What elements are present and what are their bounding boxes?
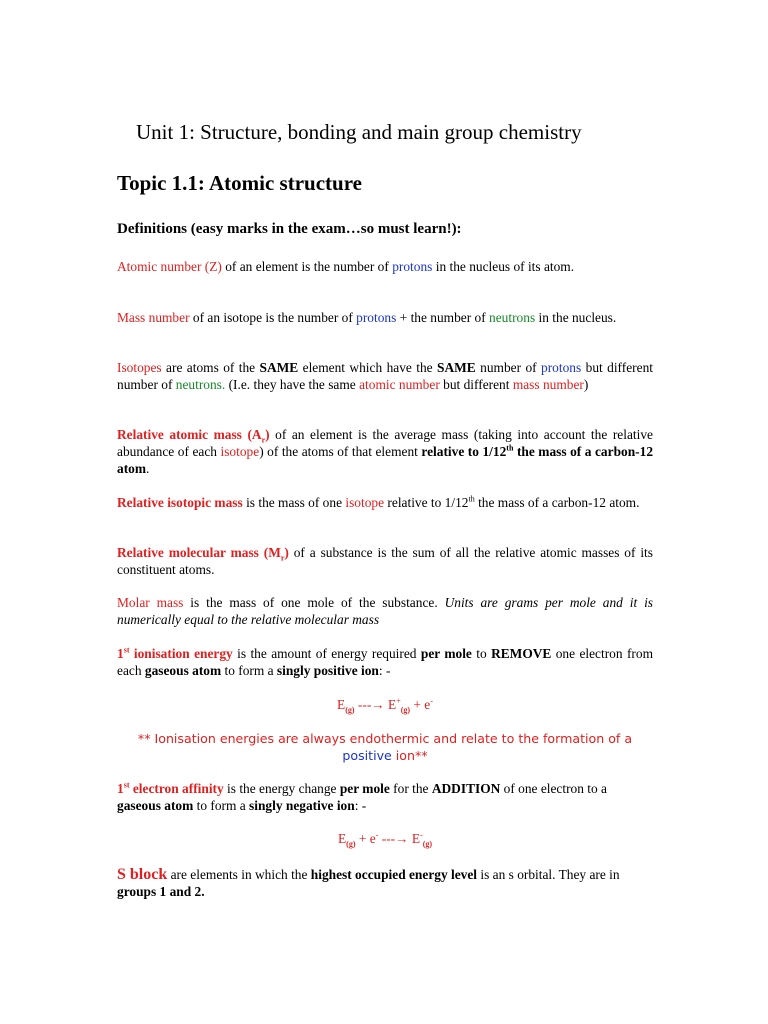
term-relative-atomic-mass: Relative atomic mass $(A_r)$ bbox=[117, 427, 270, 445]
definition-relative-isotopic-mass: Relative isotopic mass is the mass of one isotope relative to 1/12th the mass of a carbon-12 atom. bbox=[117, 494, 640, 510]
keyword-isotope: isotope bbox=[220, 444, 260, 459]
keyword-protons: protons bbox=[541, 360, 582, 375]
ionisation-equation: $E_{(g)}$ ---→ $E^+_{(g)} + e^-$ bbox=[337, 696, 433, 715]
definition-molar-mass: Molar mass is the mass of one mole of the substance. Units are grams per mole and it is numerically equal to the relative molecular mass bbox=[117, 595, 654, 627]
term-molar-mass: Molar mass bbox=[117, 595, 184, 610]
keyword-atomic-number: atomic number bbox=[359, 377, 440, 392]
keyword-neutrons: neutrons bbox=[489, 310, 536, 325]
keyword-protons: protons bbox=[356, 310, 397, 325]
term-mass-number: Mass number bbox=[117, 310, 190, 325]
keyword-neutrons: neutrons. bbox=[175, 377, 226, 392]
definition-s-block: S block are elements in which the highest occupied energy level is an s orbital. They are in groups 1 and 2. bbox=[117, 866, 620, 899]
keyword-mass-number: mass number bbox=[512, 377, 584, 392]
term-relative-isotopic-mass: Relative isotopic mass bbox=[117, 495, 243, 510]
definition-isotopes: Isotopes are atoms of the SAME element which have the SAME number of protons but different number of neutrons. (I.e. they have the same atomic number but different mass number) bbox=[117, 360, 653, 392]
topic-title: Topic 1.1: Atomic structure bbox=[117, 171, 362, 195]
term-electron-affinity: 1st electron affinity bbox=[117, 780, 224, 796]
definition-relative-atomic-mass: Relative atomic mass $(A_r)$ of an element is the average mass (taking into account the relative abundance of each isotope) of the atoms of that element relative to 1/12th the mass of a carbon-12 atom. bbox=[117, 427, 654, 476]
definition-ionisation-energy: 1st ionisation energy is the amount of energy required per mole to REMOVE one electron from each gaseous atom to form a singly positive ion: - bbox=[117, 645, 653, 678]
ionisation-note: ** Ionisation energies are always endothermic and relate to the formation of a positive ion** bbox=[137, 731, 633, 763]
term-isotopes: Isotopes bbox=[117, 360, 162, 375]
term-relative-molecular-mass: Relative molecular mass $(M_r)$ bbox=[117, 545, 289, 563]
keyword-isotope: isotope bbox=[345, 495, 385, 510]
definition-atomic-number: Atomic number (Z) of an element is the number of protons in the nucleus of its atom. bbox=[117, 259, 575, 274]
keyword-positive: positive bbox=[342, 748, 392, 763]
definition-mass-number: Mass number of an isotope is the number of protons + the number of neutrons in the nucleus. bbox=[117, 310, 617, 325]
definition-relative-molecular-mass: Relative molecular mass $(M_r)$ of a substance is the sum of all the relative atomic masses of its constituent atoms. bbox=[117, 545, 653, 577]
term-s-block: S block bbox=[117, 866, 168, 883]
affinity-equation: $E_{(g)} + e^-$ ---→ $E^-_{(g)}$ bbox=[337, 830, 433, 849]
term-ionisation-energy: 1st ionisation energy bbox=[117, 645, 233, 661]
term-atomic-number: Atomic number (Z) bbox=[117, 259, 222, 274]
definitions-heading: Definitions (easy marks in the exam…so must learn!): bbox=[117, 221, 462, 237]
keyword-protons: protons bbox=[392, 259, 433, 274]
unit-title: Unit 1: Structure, bonding and main group chemistry bbox=[136, 120, 582, 144]
definition-electron-affinity: 1st electron affinity is the energy change per mole for the ADDITION of one electron to a gaseous atom to form a singly negative ion: - bbox=[117, 780, 608, 813]
